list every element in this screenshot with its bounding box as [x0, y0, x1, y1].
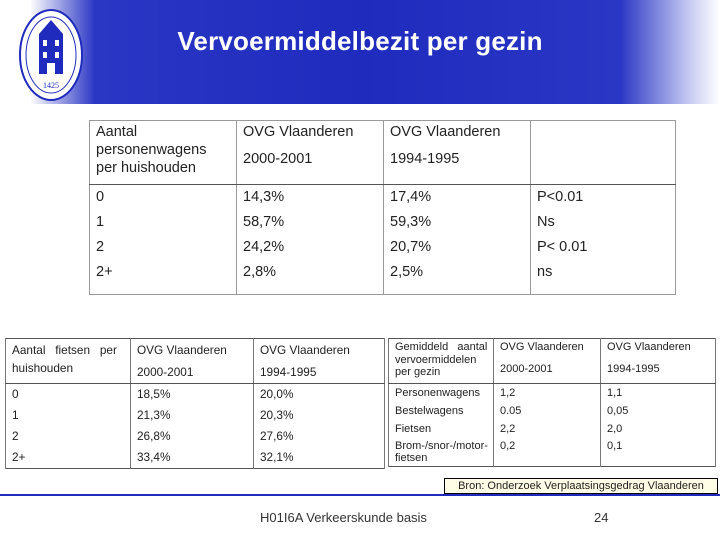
header-text: vervoermiddelen: [395, 353, 477, 366]
header-text: per gezin: [395, 366, 441, 378]
header-text: per huishouden: [96, 160, 196, 176]
header-cell: [237, 121, 384, 185]
header-text: 1994-1995: [390, 151, 460, 167]
footer-divider: [0, 494, 720, 496]
slide-header: [0, 0, 720, 104]
header-text: OVG Vlaanderen: [137, 343, 227, 357]
table-row: [90, 210, 676, 235]
cell-value: 59,3%: [384, 210, 531, 235]
cell-value: 27,6%: [254, 426, 385, 447]
cell-value: 0,2: [494, 438, 601, 467]
row-label: 2+: [6, 447, 131, 469]
cell-value: 2,0: [601, 420, 716, 438]
cell-value: 17,4%: [384, 185, 531, 211]
row-label: 0: [90, 185, 237, 211]
header-cell: [6, 339, 131, 384]
header-text: personenwagens: [96, 142, 207, 158]
header-text: 1994-1995: [260, 365, 317, 379]
cell-value: 58,7%: [237, 210, 384, 235]
header-cell: [494, 339, 601, 384]
cell-value: 2,2: [494, 420, 601, 438]
header-cell: [389, 339, 494, 384]
header-cell: [531, 121, 676, 185]
cell-value: 2,8%: [237, 260, 384, 295]
car-ownership-table: [89, 120, 676, 295]
header-text: 2000-2001: [500, 362, 553, 375]
cell-significance: ns: [531, 260, 676, 295]
bicycle-ownership-table: [5, 338, 385, 469]
table-row: [6, 447, 385, 469]
header-cell: [601, 339, 716, 384]
header-text: OVG Vlaanderen: [500, 341, 584, 353]
vehicles-per-household-table: [388, 338, 716, 467]
table-row: [6, 384, 385, 406]
table-header-row: [6, 339, 385, 384]
header-text: OVG Vlaanderen: [260, 343, 350, 357]
table-row: [6, 426, 385, 447]
table-row: [90, 185, 676, 211]
header-text: OVG Vlaanderen: [607, 341, 691, 353]
table-header-row: [389, 339, 716, 384]
table-row: [6, 405, 385, 426]
row-label: Bestelwagens: [389, 402, 494, 420]
row-label: 2: [6, 426, 131, 447]
header-cell: [90, 121, 237, 185]
cell-significance: P< 0.01: [531, 235, 676, 260]
table-header-row: [90, 121, 676, 185]
header-text: 1994-1995: [607, 362, 660, 375]
cell-value: 14,3%: [237, 185, 384, 211]
page-number: 24: [594, 510, 609, 525]
university-seal-logo: [18, 8, 84, 102]
header-text: Aantal fietsen per: [12, 343, 117, 357]
svg-text:1425: 1425: [43, 81, 59, 90]
row-label: Fietsen: [389, 420, 494, 438]
row-label-text: Brom-/snor-/motor-: [395, 440, 488, 452]
row-label-text: fietsen: [395, 452, 428, 464]
table-row: [389, 438, 716, 467]
cell-value: 20,3%: [254, 405, 385, 426]
table-row: [389, 402, 716, 420]
cell-value: 2,5%: [384, 260, 531, 295]
header-text: Gemiddeld aantal: [395, 341, 488, 353]
header-cell: [384, 121, 531, 185]
cell-value: 24,2%: [237, 235, 384, 260]
cell-value: 21,3%: [131, 405, 254, 426]
table-row: [90, 235, 676, 260]
row-label: 1: [6, 405, 131, 426]
cell-value: 0,05: [601, 402, 716, 420]
header-cell: [254, 339, 385, 384]
cell-value: 1,2: [494, 384, 601, 403]
cell-significance: Ns: [531, 210, 676, 235]
row-label: 2+: [90, 260, 237, 295]
source-note: Bron: Onderzoek Verplaatsingsgedrag Vlaanderen: [444, 478, 718, 494]
cell-value: 20,7%: [384, 235, 531, 260]
header-cell: [131, 339, 254, 384]
cell-value: 20,0%: [254, 384, 385, 406]
footer-course-label: H01I6A Verkeerskunde basis: [260, 510, 427, 525]
cell-value: 0,1: [601, 438, 716, 467]
row-label: 2: [90, 235, 237, 260]
cell-value: 18,5%: [131, 384, 254, 406]
cell-value: 0.05: [494, 402, 601, 420]
cell-value: 33,4%: [131, 447, 254, 469]
slide-title: Vervoermiddelbezit per gezin: [177, 26, 543, 56]
table-row: [90, 260, 676, 295]
cell-value: 1,1: [601, 384, 716, 403]
header-text: OVG Vlaanderen: [243, 124, 354, 140]
row-label: 1: [90, 210, 237, 235]
row-label: 0: [6, 384, 131, 406]
table-row: [389, 420, 716, 438]
cell-significance: P<0.01: [531, 185, 676, 211]
header-text: huishouden: [12, 361, 74, 375]
header-text: 2000-2001: [137, 365, 194, 379]
header-text: OVG Vlaanderen: [390, 124, 501, 140]
cell-value: 26,8%: [131, 426, 254, 447]
cell-value: 32,1%: [254, 447, 385, 469]
header-text: Aantal: [96, 124, 138, 140]
row-label: [389, 438, 494, 467]
row-label: Personenwagens: [389, 384, 494, 403]
table-row: [389, 384, 716, 403]
header-text: 2000-2001: [243, 151, 313, 167]
